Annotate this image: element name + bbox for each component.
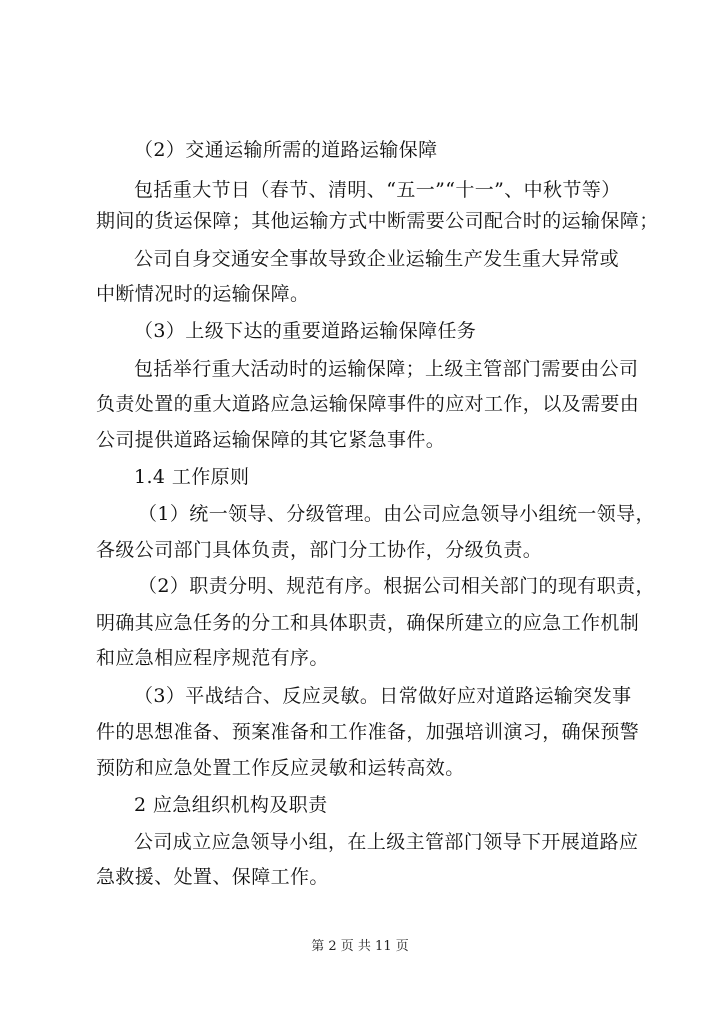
paragraph-line: 公司成立应急领导小组，在上级主管部门领导下开展道路应	[134, 831, 639, 853]
paragraph-line: 急救援、处置、保障工作。	[96, 866, 329, 888]
paragraph-line: （2）职责分明、规范有序。根据公司相关部门的现有职责，	[138, 575, 655, 597]
section-heading: 1.4 工作原则	[134, 466, 250, 488]
paragraph-line: 包括重大节日（春节、清明、“五一”“十一”、中秋节等）	[134, 179, 621, 201]
paragraph-heading: （2）交通运输所需的道路运输保障	[134, 139, 438, 161]
paragraph-line: 件的思想准备、预案准备和工作准备，加强培训演习，确保预警	[96, 721, 640, 743]
paragraph-line: 预防和应急处置工作反应灵敏和运转高效。	[96, 757, 465, 779]
paragraph-line: 和应急相应程序规范有序。	[96, 647, 329, 669]
paragraph-line: 各级公司部门具体负责，部门分工协作，分级负责。	[96, 539, 543, 561]
paragraph-line: 负责处置的重大道路应急运输保障事件的应对工作，以及需要由	[96, 393, 640, 415]
paragraph-line: 中断情况时的运输保障。	[96, 283, 310, 305]
section-heading: 2 应急组织机构及职责	[134, 794, 328, 816]
paragraph-heading: （3）上级下达的重要道路运输保障任务	[134, 320, 477, 342]
paragraph-line: 期间的货运保障；其他运输方式中断需要公司配合时的运输保障；	[96, 210, 659, 232]
paragraph-line: 包括举行重大活动时的运输保障；上级主管部门需要由公司	[134, 358, 639, 380]
paragraph-line: 公司自身交通安全事故导致企业运输生产发生重大异常或	[134, 248, 620, 270]
paragraph-line: 明确其应急任务的分工和具体职责，确保所建立的应急工作机制	[96, 612, 640, 634]
page-footer: 第 2 页 共 11 页	[311, 939, 409, 954]
paragraph-line: （1）统一领导、分级管理。由公司应急领导小组统一领导，	[138, 503, 655, 525]
paragraph-line: （3）平战结合、反应灵敏。日常做好应对道路运输突发事	[134, 685, 632, 707]
paragraph-line: 公司提供道路运输保障的其它紧急事件。	[96, 429, 446, 451]
